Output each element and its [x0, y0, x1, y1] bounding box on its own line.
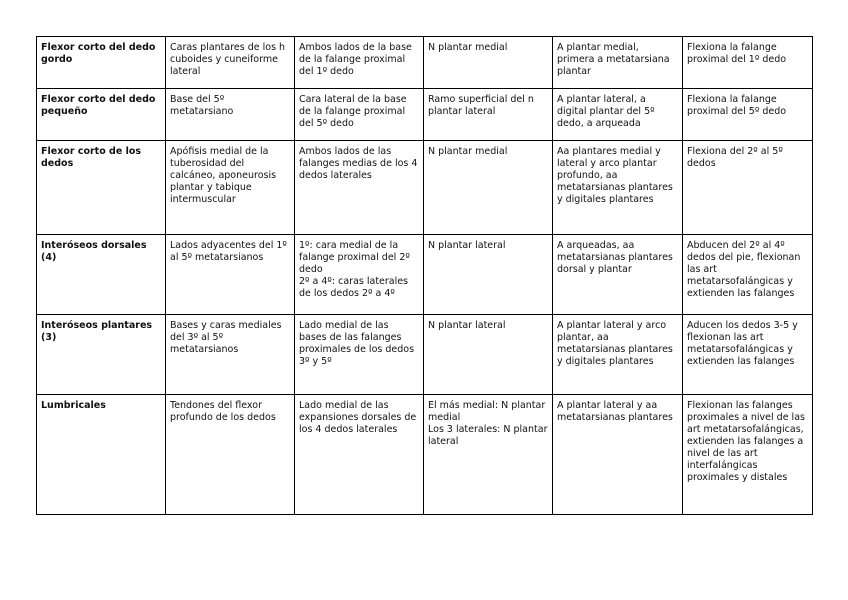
- table-row: [37, 315, 813, 395]
- origin-cell: Tendones del flexor profundo de los dedos: [166, 395, 295, 515]
- insertion-cell: Lado medial de las bases de las falanges proximales de los dedos 3º y 5º: [295, 315, 424, 395]
- origin-cell: Base del 5º metatarsiano: [166, 89, 295, 141]
- muscle-table: [36, 36, 813, 515]
- action-cell: Flexiona la falange proximal del 5º dedo: [683, 89, 813, 141]
- table-row: [37, 89, 813, 141]
- insertion-cell: Cara lateral de la base de la falange proximal del 5º dedo: [295, 89, 424, 141]
- artery-cell: Aa plantares medial y lateral y arco plantar profundo, aa metatarsianas plantares y digitales plantares: [553, 141, 683, 235]
- artery-cell: A plantar lateral, a digital plantar del 5º dedo, a arqueada: [553, 89, 683, 141]
- artery-cell: A plantar lateral y arco plantar, aa metatarsianas plantares y digitales plantares: [553, 315, 683, 395]
- origin-cell: Apófisis medial de la tuberosidad del calcáneo, aponeurosis plantar y tabique intermuscular: [166, 141, 295, 235]
- origin-cell: Bases y caras mediales del 3º al 5º metatarsianos: [166, 315, 295, 395]
- artery-cell: A plantar medial, primera a metatarsiana plantar: [553, 37, 683, 89]
- nerve-cell: N plantar lateral: [424, 235, 553, 315]
- action-cell: Flexiona la falange proximal del 1º dedo: [683, 37, 813, 89]
- nerve-cell: N plantar lateral: [424, 315, 553, 395]
- insertion-cell: Ambos lados de la base de la falange proximal del 1º dedo: [295, 37, 424, 89]
- table-row: [37, 235, 813, 315]
- insertion-first-muscle: 1º: cara medial de la falange proximal del 2º dedo: [299, 240, 410, 275]
- nerve-cell: Ramo superficial del n plantar lateral: [424, 89, 553, 141]
- nerve-most-medial: El más medial: N plantar medial: [428, 400, 546, 423]
- insertion-cell: Ambos lados de las falanges medias de los 4 dedos laterales: [295, 141, 424, 235]
- nerve-cell: N plantar medial: [424, 37, 553, 89]
- table-row: [37, 37, 813, 89]
- document-page: [36, 36, 812, 515]
- nerve-cell: [424, 395, 553, 515]
- action-cell: Aducen los dedos 3-5 y flexionan las art metatarsofalángicas y extienden las falanges: [683, 315, 813, 395]
- origin-cell: Lados adyacentes del 1º al 5º metatarsianos: [166, 235, 295, 315]
- origin-cell: Caras plantares de los h cuboides y cuneiforme lateral: [166, 37, 295, 89]
- muscle-name-cell: Flexor corto del dedo gordo: [37, 37, 166, 89]
- artery-cell: A arqueadas, aa metatarsianas plantares dorsal y plantar: [553, 235, 683, 315]
- muscle-name-cell: Flexor corto del dedo pequeño: [37, 89, 166, 141]
- action-cell: Flexionan las falanges proximales a nivel de las art metatarsofalángicas, extienden las falanges a nivel de las art interfalángicas proximales y distales: [683, 395, 813, 515]
- action-cell: Flexiona del 2º al 5º dedos: [683, 141, 813, 235]
- muscle-name-cell: Interóseos dorsales (4): [37, 235, 166, 315]
- nerve-cell: N plantar medial: [424, 141, 553, 235]
- action-cell: Abducen del 2º al 4º dedos del pie, flexionan las art metatarsofalángicas y extienden las falanges: [683, 235, 813, 315]
- table-row: [37, 395, 813, 515]
- artery-cell: A plantar lateral y aa metatarsianas plantares: [553, 395, 683, 515]
- nerve-three-lateral: Los 3 laterales: N plantar lateral: [428, 424, 548, 447]
- muscle-name-cell: Flexor corto de los dedos: [37, 141, 166, 235]
- insertion-cell: Lado medial de las expansiones dorsales de los 4 dedos laterales: [295, 395, 424, 515]
- table-row: [37, 141, 813, 235]
- muscle-name-cell: Lumbricales: [37, 395, 166, 515]
- insertion-cell: [295, 235, 424, 315]
- muscle-name-cell: Interóseos plantares (3): [37, 315, 166, 395]
- insertion-second-to-fourth: 2º a 4º: caras laterales de los dedos 2º a 4º: [299, 276, 409, 299]
